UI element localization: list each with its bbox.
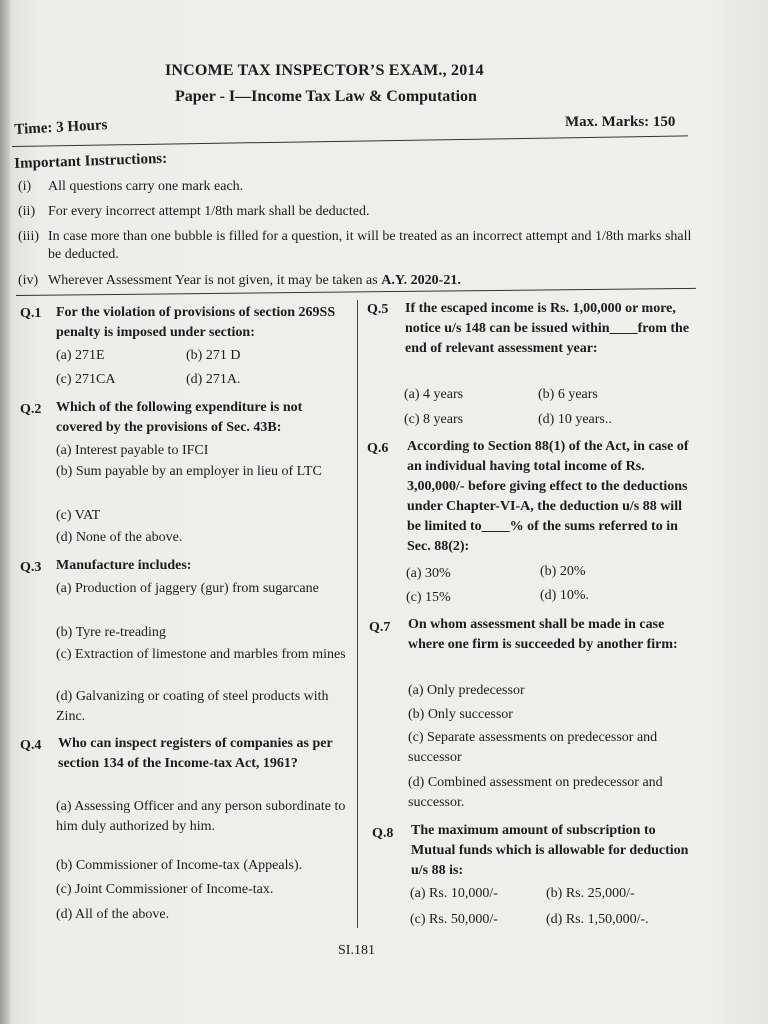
question-number: Q.6 bbox=[367, 441, 389, 456]
question-text: Manufacture includes: bbox=[56, 558, 192, 573]
question-text: On whom assessment shall be made in case where one firm is succeeded by another firm: bbox=[408, 617, 678, 652]
option: (c) Rs. 50,000/- bbox=[410, 912, 498, 927]
option: (a) Rs. 10,000/- bbox=[410, 886, 498, 901]
instruction-number: (iii) bbox=[18, 229, 39, 244]
question-number: Q.4 bbox=[20, 738, 42, 753]
paper-title: Paper - I—Income Tax Law & Computation bbox=[175, 88, 477, 105]
question-number: Q.1 bbox=[20, 306, 42, 321]
option: (b) 6 years bbox=[538, 387, 598, 402]
option: (b) Rs. 25,000/- bbox=[546, 886, 635, 901]
option: (d) 10%. bbox=[540, 588, 589, 603]
option: (b) Commissioner of Income-tax (Appeals). bbox=[56, 858, 303, 873]
instruction-assessment-year: A.Y. 2020-21. bbox=[381, 273, 461, 288]
question-number: Q.5 bbox=[367, 302, 389, 317]
option: (b) Tyre re-treading bbox=[56, 625, 166, 640]
option: (c) Separate assessments on predecessor and successor bbox=[408, 730, 658, 765]
option: (b) Sum payable by an employer in lieu of LTC bbox=[56, 464, 322, 479]
exam-title: INCOME TAX INSPECTOR’S EXAM., 2014 bbox=[165, 62, 484, 79]
option: (d) All of the above. bbox=[56, 907, 170, 922]
question-text: If the escaped income is Rs. 1,00,000 or more, notice u/s 148 can be issued within____from the end of relevant assessment year: bbox=[405, 301, 690, 356]
question-number: Q.7 bbox=[369, 620, 391, 635]
instruction-text: In case more than one bubble is filled for a question, it will be treated as an incorrect attempt and 1/8th marks shall be deducted. bbox=[48, 229, 692, 262]
option: (c) VAT bbox=[56, 508, 101, 523]
header-divider bbox=[12, 135, 688, 147]
option: (c) 271CA bbox=[56, 372, 116, 387]
option: (a) 30% bbox=[406, 566, 451, 581]
option: (d) Rs. 1,50,000/-. bbox=[546, 912, 649, 927]
instruction-item bbox=[18, 203, 698, 221]
page-code: SI.181 bbox=[338, 943, 375, 958]
time-allowed: Time: 3 Hours bbox=[14, 117, 108, 138]
option: (a) Assessing Officer and any person subordinate to him duly authorized by him. bbox=[56, 799, 346, 834]
question-text: Which of the following expenditure is not covered by the provisions of Sec. 43B: bbox=[56, 400, 303, 435]
question-text: For the violation of provisions of section 269SS penalty is imposed under section: bbox=[56, 305, 336, 340]
option: (a) Only predecessor bbox=[408, 683, 525, 698]
option: (c) Joint Commissioner of Income-tax. bbox=[56, 882, 274, 897]
option: (b) Only successor bbox=[408, 707, 513, 722]
question-text: Who can inspect registers of companies as per section 134 of the Income-tax Act, 1961? bbox=[58, 736, 333, 771]
column-divider bbox=[357, 300, 358, 928]
option: (a) Interest payable to IFCI bbox=[56, 443, 209, 458]
question-number: Q.2 bbox=[20, 402, 42, 417]
option: (d) Combined assessment on predecessor and successor. bbox=[408, 775, 663, 810]
option: (d) 271A. bbox=[186, 372, 241, 387]
option: (b) 271 D bbox=[186, 348, 241, 363]
option: (d) Galvanizing or coating of steel products with Zinc. bbox=[56, 689, 329, 724]
instructions-heading: Important Instructions: bbox=[14, 150, 168, 172]
option: (a) 4 years bbox=[404, 387, 464, 402]
instruction-item bbox=[18, 178, 698, 196]
option: (d) None of the above. bbox=[56, 530, 183, 545]
option: (c) Extraction of limestone and marbles from mines bbox=[56, 647, 346, 662]
option: (b) 20% bbox=[540, 564, 586, 579]
question-text: The maximum amount of subscription to Mutual funds which is allowable for deduction u/s 88 is: bbox=[411, 823, 689, 878]
instruction-text: All questions carry one mark each. bbox=[48, 179, 244, 194]
question-text: According to Section 88(1) of the Act, in case of an individual having total income of Rs. 3,00,000/- before giving effect to the deductions under Chapter-VI-A, the deduction u/s 88 will be limited to____% of the sums referred to in Sec. 88(2): bbox=[407, 439, 689, 554]
instruction-number: (iv) bbox=[18, 273, 39, 288]
option: (a) Production of jaggery (gur) from sugarcane bbox=[56, 581, 319, 596]
option: (c) 15% bbox=[406, 590, 451, 605]
book-spine-shadow bbox=[0, 0, 10, 1024]
instruction-item bbox=[18, 228, 698, 264]
max-marks: Max. Marks: 150 bbox=[565, 114, 676, 130]
instruction-text: For every incorrect attempt 1/8th mark shall be deducted. bbox=[48, 204, 370, 219]
instruction-text: Wherever Assessment Year is not given, it may be taken as bbox=[48, 273, 382, 288]
question-number: Q.8 bbox=[372, 826, 394, 841]
option: (a) 271E bbox=[56, 348, 105, 363]
option: (c) 8 years bbox=[404, 412, 464, 427]
instruction-number: (ii) bbox=[18, 204, 36, 219]
instruction-item bbox=[18, 272, 698, 290]
instruction-number: (i) bbox=[18, 179, 32, 194]
question-number: Q.3 bbox=[20, 560, 42, 575]
option: (d) 10 years.. bbox=[538, 412, 612, 427]
